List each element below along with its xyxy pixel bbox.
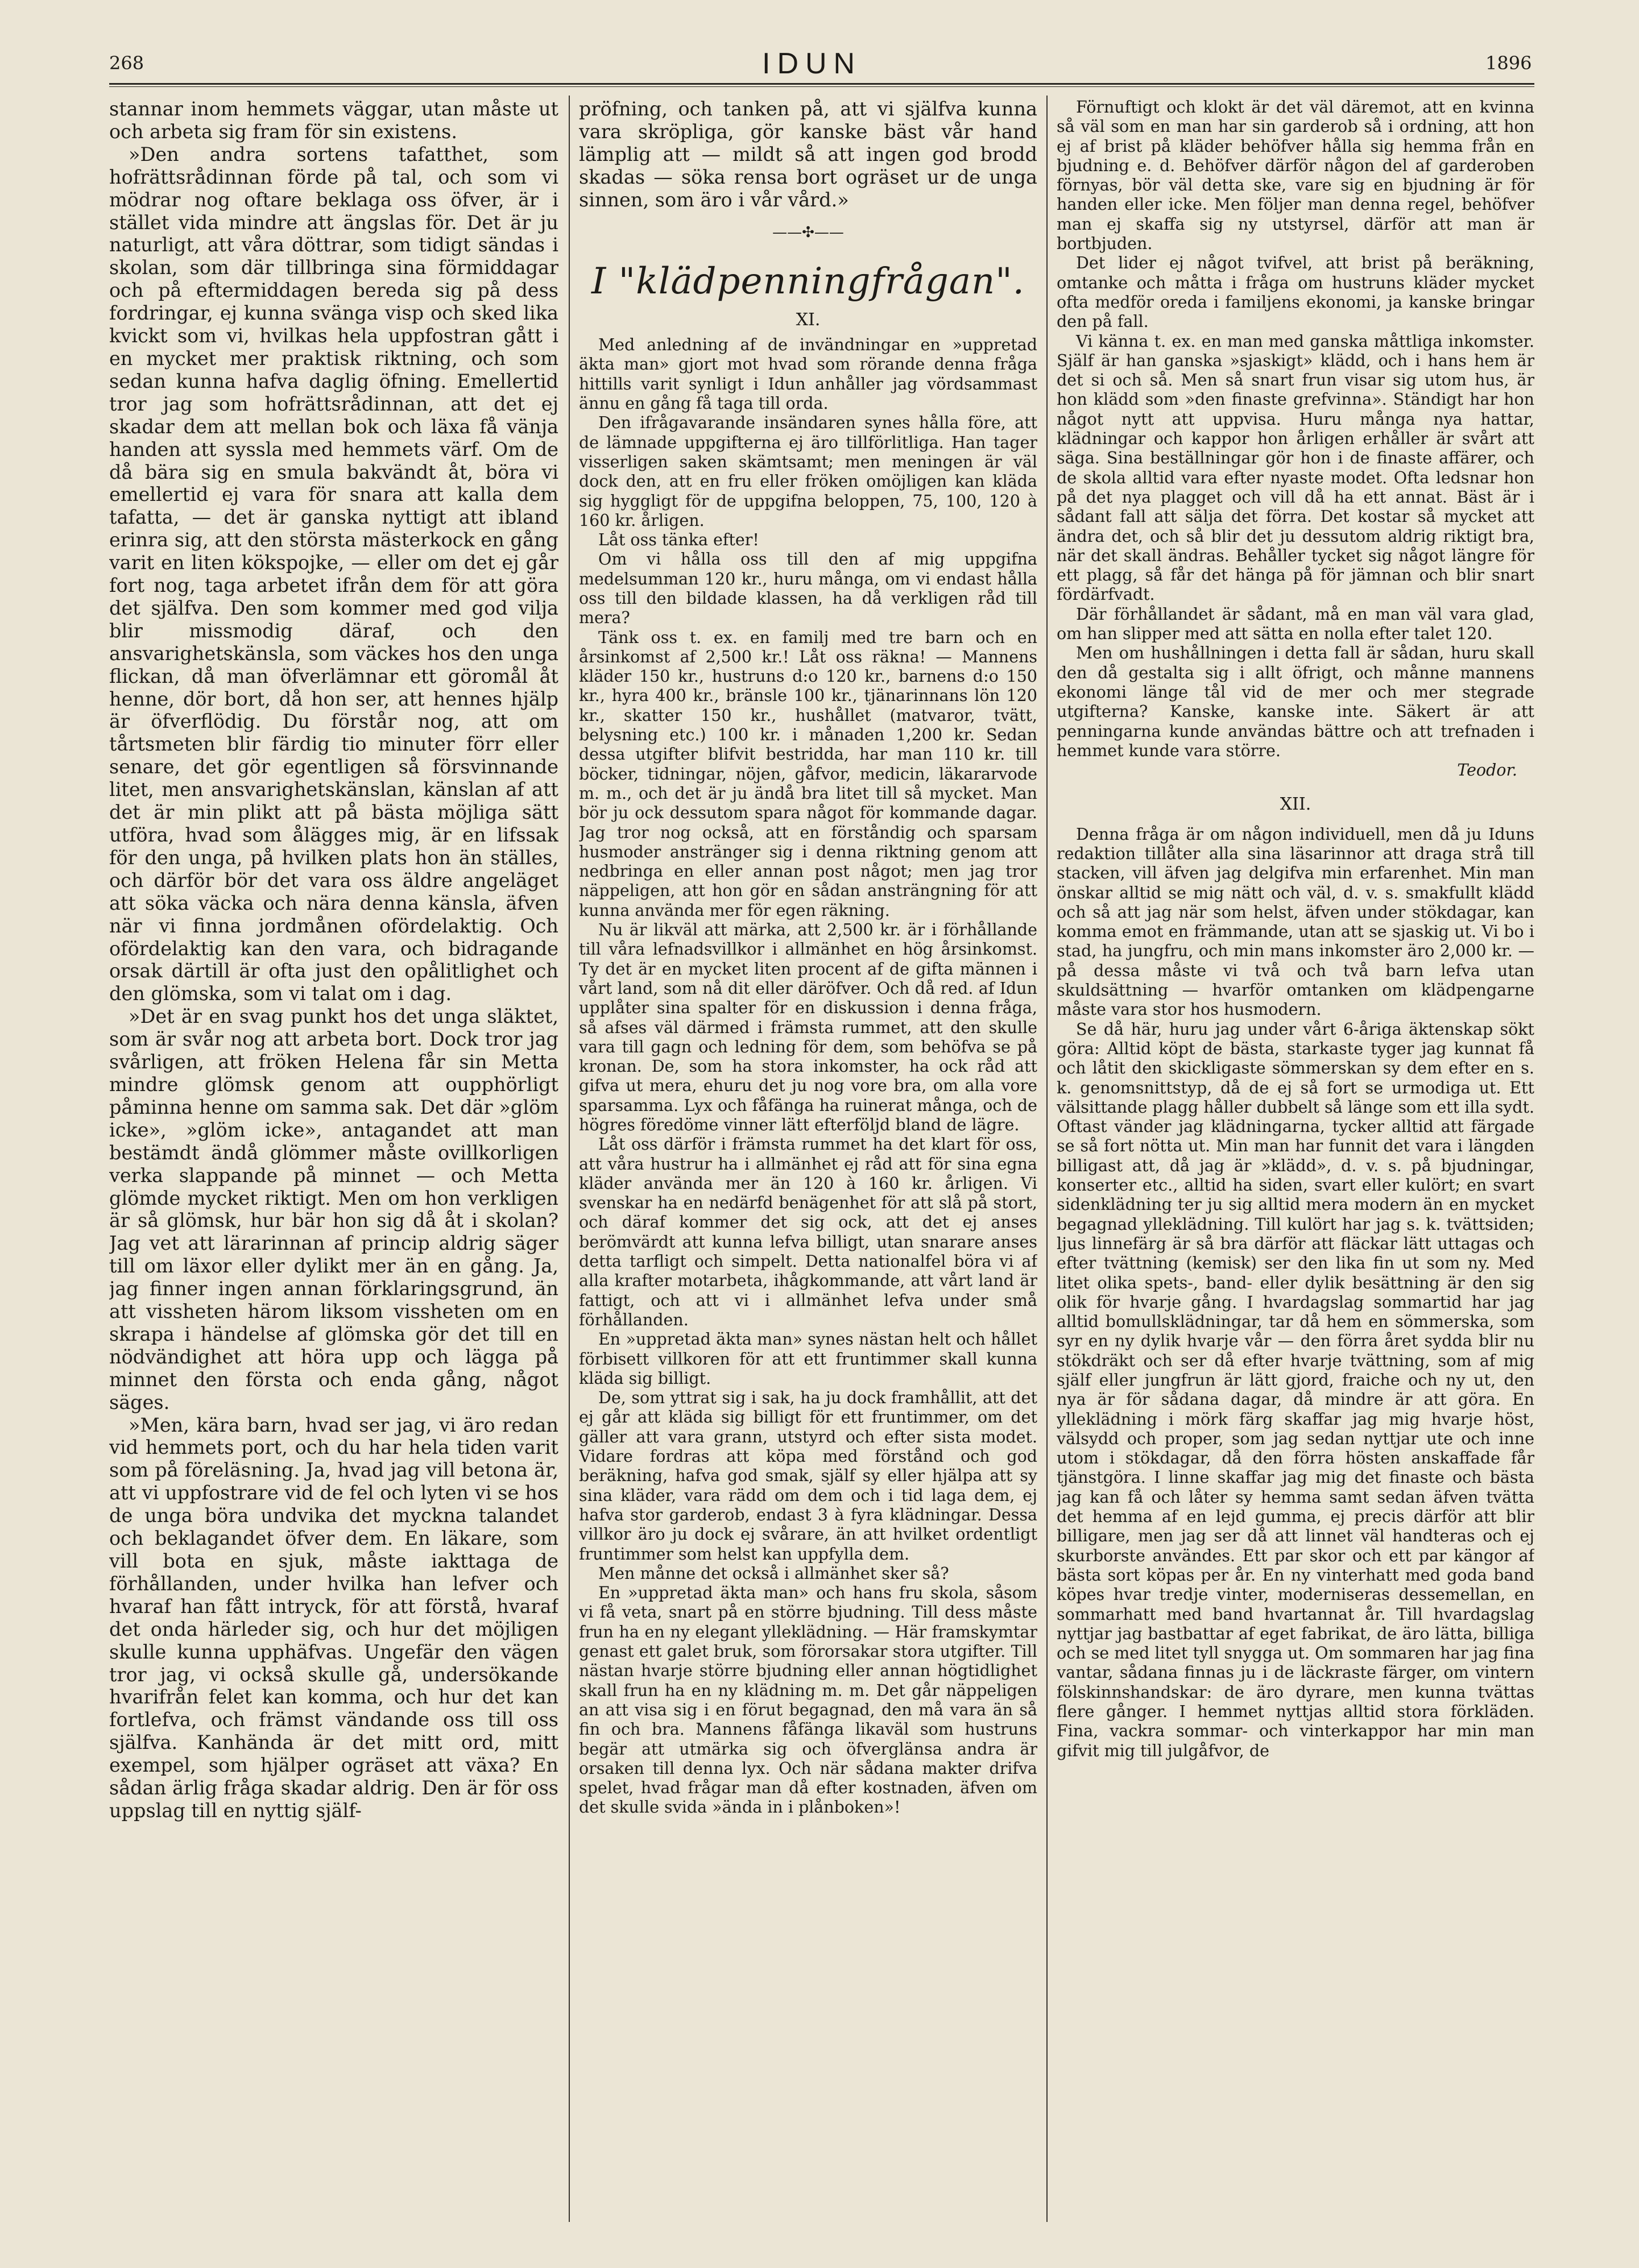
author-signature: Teodor. bbox=[1457, 761, 1517, 780]
paragraph: Låt oss därför i främsta rummet ha det klart för oss, att våra hustrur ha i allmänhet ej råd att för sina egna kläder använda mer än 120 à 160 kr. årligen. Vi svenskar ha en nedärfd benägenhet för att slå på stort, och däraf kommer det sig ock, att det ej anses berömvärdt att kunna lefva billigt, utan snarare anses detta tarfligt och simpelt. Detta nationalfel böra vi af alla krafter motarbeta, ihågkommande, att vårt land är fattigt, och att vi i allmänhet lefva under små förhållanden. bbox=[579, 1135, 1037, 1329]
section-number: XII. bbox=[1280, 794, 1311, 815]
paragraph: »Det är en svag punkt hos det unga släktet, som är svår nog att arbeta bort. Dock tror jag svårligen, att fröken Helena får sin Metta mindre glömsk genom att oupphörligt påminna henne om samma sak. Det där »glöm icke», »glöm icke», antagandet att man bestämdt ändå glömmer måste ovillkorligen verka slappande på minnet — och Metta glömde mycket riktigt. Men om hon verkligen är så glömsk, hur bär hon sig då åt i skolan? Jag vet att lärarinnan af princip aldrig säger till om läxor eller dylikt mer än en gång. Ja, jag finner ingen annan förklaringsgrund, än att vissheten härom liksom vissheten om en skrapa i händelse af glömska gör det till en nödvändighet att höra upp och lägga på minnet den första och enda gång, något säges. bbox=[109, 1005, 558, 1413]
column-2 bbox=[579, 98, 1037, 1818]
paragraph: Vi känna t. ex. en man med ganska måttliga inkomster. Själf är han ganska »sjaskigt» klädd, och i hans hem är det si och så. Men så snart frun visar sig utom hus, är hon klädd som »den finaste grefvinna». Ständigt har hon något nytt att uppvisa. Huru många nya hattar, klädningar och kappor hon årligen erhåller är svårt att säga. Sina beställningar gör hon i de finaste affärer, och de skola alltid vara efter nyaste modet. Ofta ledsnar hon på det nya plagget och vill då ha ett annat. Bäst är i sådant fall att sälja det förra. Det kostar så mycket att ändra det, och så blir det ju dessutom aldrig riktigt bra, när det skall ändras. Behåller tycket sig något längre för ett plagg, så får det hänga på för jämnan och blir snart fördärfvadt. bbox=[1057, 331, 1534, 604]
paragraph: Det lider ej något tvifvel, att brist på beräkning, omtanke och måtta i fråga om hustruns kläder mycket ofta medför oreda i familjens ekonomi, ja kanske bringar den på fall. bbox=[1057, 254, 1534, 331]
paragraph: Men månne det också i allmänhet sker så? bbox=[598, 1564, 949, 1583]
paragraph: Men om hushållningen i detta fall är sådan, huru skall den då gestalta sig i allt öfrigt, och månne mannens ekonomi länge tål vid de mer och mer stegrade utgifterna? Kanske, kanske inte. Säkert är att penningarna kunde användas bättre och att trefnaden i hemmet kunde vara större. bbox=[1057, 644, 1534, 760]
header-rule bbox=[109, 83, 1534, 85]
paragraph: En »uppretad äkta man» synes nästan helt och hållet förbisett villkoren för att ett fruntimmer skall kunna kläda sig billigt. bbox=[579, 1330, 1037, 1388]
column-3 bbox=[1057, 98, 1534, 1761]
header-rule-thin bbox=[109, 86, 1534, 87]
article-title: I "klädpenningfrågan". bbox=[591, 260, 1025, 302]
column-1 bbox=[109, 98, 558, 1822]
paragraph: pröfning, och tanken på, att vi själfva kunna vara skröpliga, gör kanske bäst vår hand lämplig att — mildt så att ingen god brodd skadas — söka rensa bort ogräset ur de unga sinnen, som äro i vår vård.» bbox=[579, 98, 1037, 211]
page-number: 268 bbox=[109, 52, 144, 74]
paragraph: »Men, kära barn, hvad ser jag, vi äro redan vid hemmets port, och du har hela tiden varit som på föreläsning. Ja, hvad jag vill betona är, att vi uppfostrare vid de fel och lyten vi se hos de unga böra undvika det myckna talandet och beklagandet öfver dem. En läkare, som vill bota en sjuk, måste iakttaga de förhållanden, under hvilka han lefver och hvaraf han fått intryck, för att förstå, hvaraf det onda härleder sig, och hur det möjligen skulle kunna upphäfvas. Ungefär den vägen tror jag, vi också skulle gå, undersökande hvarifrån felet kan komma, och hur det kan fortlefva, och främst vändande oss till oss själfva. Kanhända är det mitt ord, mitt exempel, som hjälper ogräset att växa? En sådan ärlig fråga skadar aldrig. Den är för oss uppslag till en nyttig själf- bbox=[109, 1413, 558, 1822]
paragraph: Se då här, huru jag under vårt 6-åriga äktenskap sökt göra: Alltid köpt de bästa, starkaste tyger jag kunnat få och låtit den skickligaste sömmerskan sy dem efter en s. k. genomsnittstyp, då de ej så fort se urmodiga ut. Ett välsittande plagg håller dubbelt så länge som ett illa sydt. Oftast vänder jag klädningarna, tycker alltid att färgade se så fort nötta ut. Min man har funnit det vara i längden billigast att, då jag är »klädd», d. v. s. på bjudningar, konserter etc., alltid ha siden, svart eller kulört; en svart sidenklädning ter ju sig alltid mera modern än en mycket begagnad ylleklädning. Till kulört har jag s. k. tvättsiden; ljus linnefärg är så bra därför att fläckar lätt uttagas och efter tvättning (kemisk) ser den lika fin ut som ny. Med litet olika spets-, band- eller dylik besättning är den sig olik för hvarje gång. I hvardagslag sommartid har jag alltid bomullsklädningar, tar då hem en sömmerska, som syr en ny dylik hvarje vår — den förra året sydda blir nu stökdräkt och ser då efter hvarje tvättning, som af mig själf eller jungfrun är lätt gjord, fraiche och ny ut, den nya är för sådana dagar, då mindre är att göra. En ylleklädning i mörk färg skaffar jag mig hvarje höst, välsydd och proper, som jag sedan nyttjar ute och inne utom i stökdagar, då den förra hösten anskaffade får tjänstgöra. I linne skaffar jag mig det finaste och bästa jag kan få och låter sy hemma samt sedan äfven tvätta det hemma af en lejd gumma, ej precis därför att blir billigare, men jag ser då att linnet väl handteras och ej skurborste användes. Ett par skor och ett par kängor af bästa sort köpas per år. En ny vinterhatt med goda band köpes hvar tredje vinter, moderniseras dessemellan, en sommarhatt med band hvartannat år. Till hvardagslag nyttjar jag bastbattar af eget fabrikat, de äro lätta, billiga och se med litet tyll snygga ut. Om sommaren har jag fina vantar, sådana finnas ju i de läckraste färger, om vintern fölskinnshandskar: de äro dyrare, men kunna tvättas flere gånger. I hemmet nyttjas alltid stora förkläden. Fina, vackra sommar- och vinterkappor har min man gifvit mig till julgåfvor, de bbox=[1057, 1019, 1534, 1760]
paragraph: Denna fråga är om någon individuell, men då ju Iduns redaktion tillåter alla sina läsarinnor att draga strå till stacken, vill äfven jag delgifva min erfarenhet. Min man önskar alltid se mig nätt och väl, d. v. s. smakfullt klädd och så att jag när som helst, äfven under stökdagar, kan komma emot en främmande, utan att se sjaskig ut. Vi bo i stad, ha jungfru, och min mans inkomster äro 2,000 kr. — på dessa måste vi två och två barn lefva utan skuldsättning — hvarför omtanken om klädpengarne måste vara stor hos husmodern. bbox=[1057, 824, 1534, 1019]
paragraph: Nu är likväl att märka, att 2,500 kr. är i förhållande till våra lefnadsvillkor i allmänhet en hög årsinkomst. Ty det är en mycket liten procent af de gifta männen i vårt land, som nå dit eller däröfver. Och då red. af Idun upplåter sina spalter för en diskussion i denna fråga, så afses väl därmed i främsta rummet, att den skulle vara till gagn och ledning för dem, som behöfva se på kronan. De, som ha stora inkomster, ha ock råd att gifva ut mera, ehuru det ju nog vore bra, om alla vore sparsamma. Lyx och fåfänga ha ruinerat många, och de högres föredöme vinner lätt efterföljd bland de lägre. bbox=[579, 921, 1037, 1134]
paragraph: De, som yttrat sig i sak, ha ju dock framhållit, att det ej går att kläda sig billigt för ett fruntimmer, om det gäller att vara grann, utstyrd och efter sista modet. Vidare fordras att köpa med förstånd och god beräkning, hafva god smak, själf sy eller hjälpa att sy sina kläder, vara rädd om dem och i tid laga dem, ej hafva stor garderob, endast 3 à fyra klädningar. Dessa villkor äro ju dock ej svårare, än att hvilket ordentligt fruntimmer som helst kan uppfylla dem. bbox=[579, 1388, 1037, 1564]
paragraph: Förnuftigt och klokt är det väl däremot, att en kvinna så väl som en man har sin garderob så i ordning, att hon ej af brist på kläder behöfver hålla sig hemma från en bjudning e. d. Behöfver därför någon del af garderoben förnyas, bör väl detta ske, vare sig en bjudning är för handen eller icke. Men följer man denna regel, behöfver man ej skaffa sig ny utstyrsel, därför att man är bortbjuden. bbox=[1057, 98, 1534, 254]
paragraph: Med anledning af de invändningar en »uppretad äkta man» gjort mot hvad som rörande denna fråga hittills varit synligt i Idun anhåller jag vördsammast ännu en gång få taga till orda. bbox=[579, 335, 1037, 413]
paragraph: Låt oss tänka efter! bbox=[598, 530, 759, 550]
publication-year: 1896 bbox=[1485, 52, 1532, 74]
section-number: XI. bbox=[796, 309, 821, 330]
paragraph: stannar inom hemmets väggar, utan måste ut och arbeta sig fram för sin existens. bbox=[109, 98, 558, 143]
paragraph: Där förhållandet är sådant, må en man väl vara glad, om han slipper med att sätta en nolla efter talet 120. bbox=[1057, 604, 1534, 644]
section-ornament: ——✣—— bbox=[772, 223, 844, 241]
paragraph: Om vi hålla oss till den af mig uppgifna medelsumman 120 kr., huru många, om vi endast hålla oss till den bildade klassen, ha då verkligen råd till mera? bbox=[579, 550, 1037, 628]
paragraph: En »uppretad äkta man» och hans fru skola, såsom vi få veta, snart på en större bjudning. Till dess måste frun ha en ny elegant ylleklädning. — Här framskymtar genast ett galet bruk, som förorsakar stora utgifter. Till nästan hvarje större bjudning eller annan högtidlighet skall frun ha en ny klädning m. m. Det går näppeligen an att visa sig i en förut begagnad, den må vara än så fin och bra. Mannens fåfänga likaväl som hustruns begär att utmärka sig och öfverglänsa andra är orsaken till denna lyx. Och när sådana makter drifva spelet, hvad frågar man då efter kostnaden, äfven om det skulle svida »ända in i plånboken»! bbox=[579, 1583, 1037, 1817]
paragraph: »Den andra sortens tafatthet, som hofrättsrådinnan förde på tal, och som vi mödrar nog oftare beklaga oss öfver, är i stället vida mindre att ängslas för. Det är ju naturligt, att våra döttrar, som tidigt sändas i skolan, som där tillbringa sina förmiddagar och på eftermiddagen bereda sig på dess fordringar, ej kunna svänga visp och sked lika kvickt som vi, hvilkas hela uppfostran gått i en mycket mer praktisk riktning, och som sedan kunna hafva daglig öfning. Emellertid tror jag som hofrättsrådinnan, att det ej skadar dem att mellan bok och läxa få vänja handen att syssla med hemmets värf. Om de då bära sig en smula bakvändt åt, böra vi emellertid ej vara för snara att kalla dem tafatta, — det är ganska nyttigt att ibland erinra sig, att den största mästerkock en gång varit en liten kökspojke, — eller om det ej går fort nog, taga arbetet ifrån dem för att göra det själfva. Den som kommer med god vilja blir missmodig däraf, och den ansvarighetskänsla, som väckes hos den unga flickan, då man öfverlämnar ett göromål åt henne, dör bort, då hon ser, att hennes hjälp är öfverflödig. Du förstår nog, att om tårtsmeten blir färdig tio minuter förr eller senare, det gör egentligen så försvinnande litet, men ansvarighetskänslan, känslan af att det är min plikt att på bästa möjliga sätt utföra, hvad som ålägges mig, är en lifssak för den unga, på hvilken plats hon än ställes, och därför bör det vara oss äldre angeläget att söka väcka och nära denna känsla, äfven när vi finna jordmånen ofördelaktig. Och ofördelaktig kan den vara, och bidragande orsak därtill är ofta just den opålitlighet och den glömska, som vi talat om i dag. bbox=[109, 143, 558, 1005]
column-divider-1 bbox=[569, 96, 570, 2222]
paragraph: Den ifrågavarande insändaren synes hålla före, att de lämnade uppgifterna ej äro tillförlitliga. Han tager visserligen saken skämtsamt; men meningen är väl dock den, att en fru eller fröken omöjligen kan kläda sig hyggligt för de uppgifna beloppen, 75, 100, 120 à 160 kr. årligen. bbox=[579, 413, 1037, 530]
column-divider-2 bbox=[1046, 96, 1048, 2222]
paragraph: Tänk oss t. ex. en familj med tre barn och en årsinkomst af 2,500 kr.! Låt oss räkna! — Mannens kläder 150 kr., hustruns d:o 120 kr., barnens d:o 150 kr., hyra 400 kr., bränsle 100 kr., tjänarinnans lön 120 kr., skatter 150 kr., hushållet (matvaror, tvätt, belysning etc.) 100 kr. i månaden 1,200 kr. Sedan dessa utgifter blifvit bestridda, har man 110 kr. till böcker, tidningar, nöjen, gåfvor, medicin, läkararvode m. m., och det är ju ändå bra litet till så mycket. Man bör ju ock dessutom spara något för kommande dagar. Jag tror nog också, att en förståndig och sparsam husmoder anstränger sig i denna riktning genom att nedbringa en eller annan post något; men jag tror näppeligen, att hon gör en sådan ansträngning för att kunna använda mer för egen räkning. bbox=[579, 628, 1037, 920]
masthead-title: IDUN bbox=[762, 47, 862, 80]
